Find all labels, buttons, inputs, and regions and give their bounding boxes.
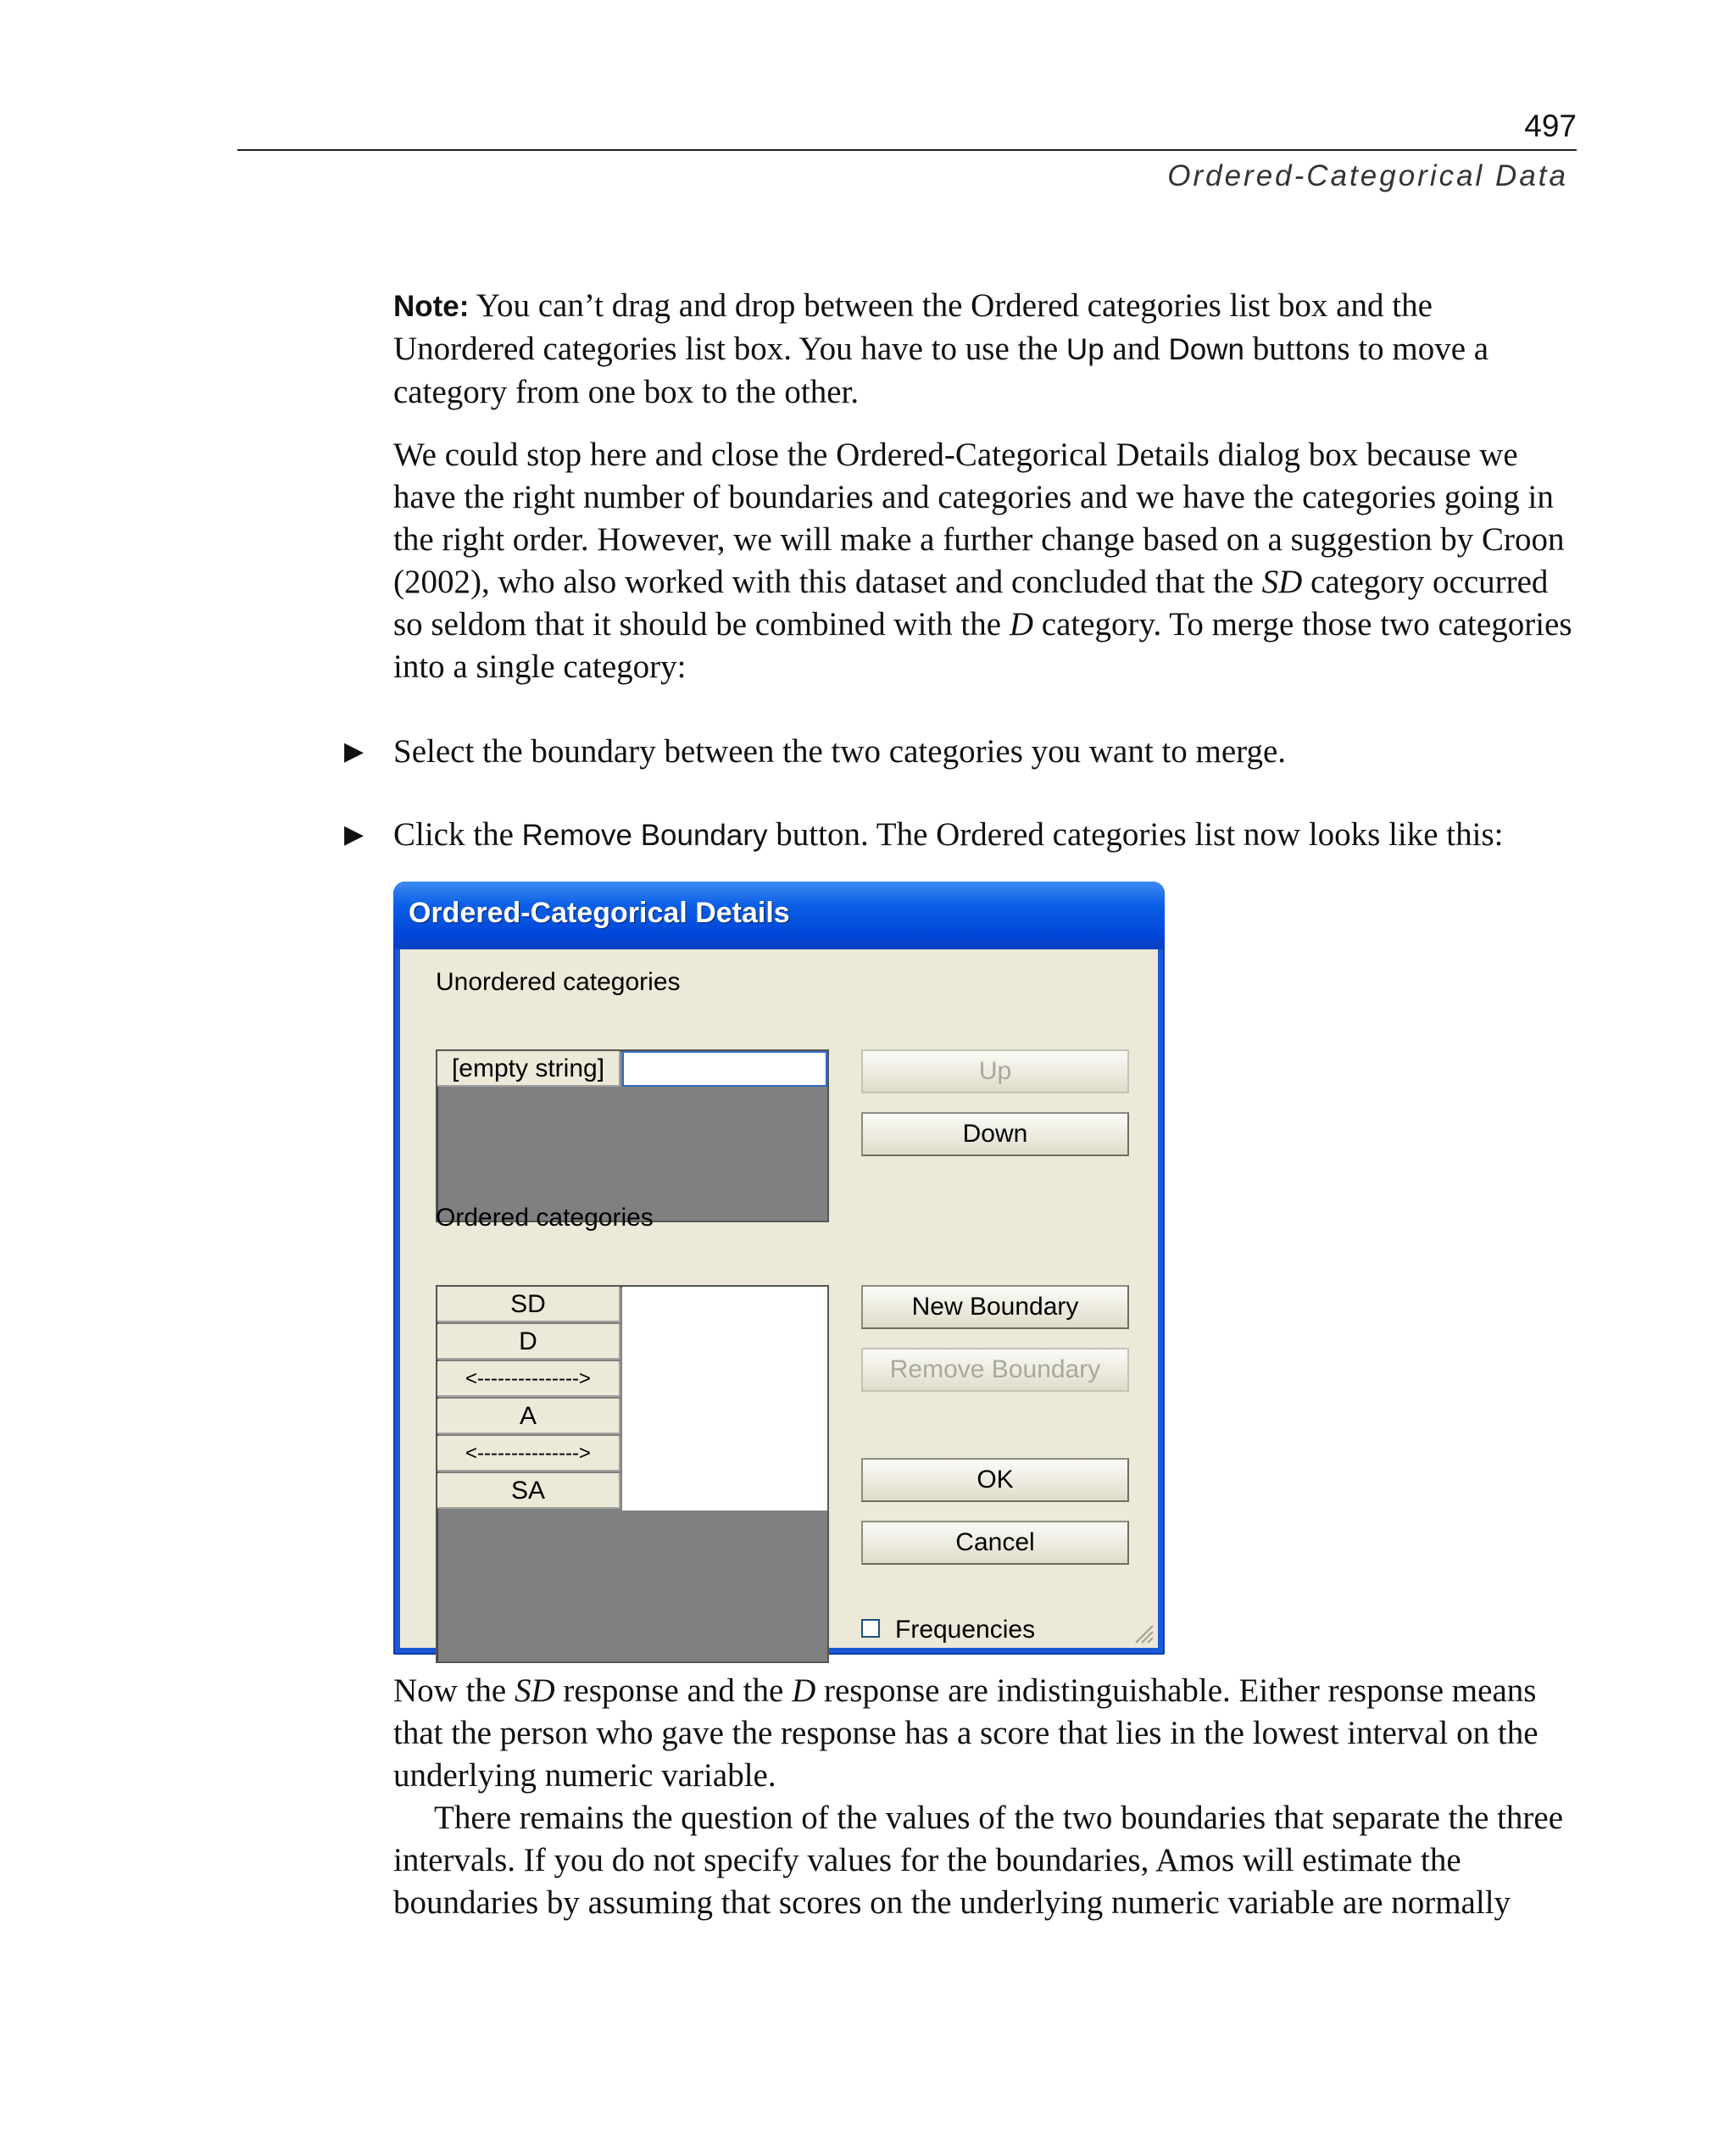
para2-sd: SD <box>514 1672 555 1709</box>
ordered-categorical-dialog <box>393 882 1165 1655</box>
ok-button[interactable]: OK <box>861 1458 1129 1502</box>
down-button[interactable]: Down <box>861 1112 1129 1156</box>
unordered-categories-label: Unordered categories <box>436 968 681 996</box>
running-title: Ordered-Categorical Data <box>1167 159 1568 192</box>
para2-text-2: response and the <box>554 1672 793 1709</box>
ordered-value-column <box>622 1287 827 1511</box>
paragraph-1 <box>393 434 1580 688</box>
paragraph-2 <box>393 1670 1580 1797</box>
para1-sd: SD <box>1261 564 1303 600</box>
note-text-2: buttons to move a category from one box to the other. <box>393 331 1489 410</box>
page-number: 497 <box>1524 108 1577 143</box>
unordered-categories-list[interactable] <box>436 1049 829 1222</box>
para2-text-3: response are indistinguishable. Either response means that the person who gave the response has a score that lies in the lowest interval on the underlying numeric variable. <box>393 1672 1538 1794</box>
unordered-item[interactable]: [empty string] <box>437 1051 620 1087</box>
bullet2-button-term: Remove Boundary <box>521 819 768 852</box>
resize-grip-icon[interactable] <box>1131 1621 1155 1644</box>
bullet-1: Select the boundary between the two categories you want to merge. <box>393 733 1287 770</box>
note-text-1: You can’t drag and drop between the Ordered categories list box and the Unordered categories list box. You have to use the <box>393 287 1433 367</box>
para1-text-3: category. To merge those two categories into a single category: <box>393 606 1572 685</box>
remove-boundary-button[interactable]: Remove Boundary <box>861 1348 1129 1392</box>
dialog-client-area <box>400 949 1158 1648</box>
ordered-item-sd[interactable]: SD <box>437 1287 620 1322</box>
ordered-categories-list[interactable] <box>436 1285 829 1663</box>
bullet-arrow-icon: ▶ <box>344 821 364 849</box>
paragraph-3: There remains the question of the values of the two boundaries that separate the three intervals. If you do not specify values for the boundaries, Amos will estimate the boundaries by assuming that scores on the underlying numeric variable are normally <box>393 1800 1564 1921</box>
cancel-button[interactable]: Cancel <box>861 1521 1129 1565</box>
header-rule <box>237 149 1577 151</box>
para2-d: D <box>792 1672 816 1709</box>
ordered-item-d[interactable]: D <box>437 1324 620 1360</box>
up-button[interactable]: Up <box>861 1049 1129 1093</box>
para1-d: D <box>1009 606 1034 643</box>
para1-text-2: category occurred so seldom that it should be combined with the <box>393 564 1549 643</box>
ordered-item-sa[interactable]: SA <box>437 1473 620 1509</box>
ordered-item-a[interactable]: A <box>437 1399 620 1434</box>
new-boundary-button[interactable]: New Boundary <box>861 1285 1129 1329</box>
ordered-boundary-1[interactable]: <---------------> <box>437 1361 620 1397</box>
dialog-titlebar[interactable] <box>393 882 1165 949</box>
para2-text-1: Now the <box>393 1672 515 1709</box>
frequencies-label[interactable]: Frequencies <box>895 1616 1036 1644</box>
note-down-term: Down <box>1168 333 1244 366</box>
bullet-2 <box>393 814 1580 857</box>
bullet2-text-2: button. The Ordered categories list now looks like this: <box>767 816 1504 853</box>
ordered-boundary-2[interactable]: <---------------> <box>437 1436 620 1472</box>
bullet2-text-1: Click the <box>393 816 522 853</box>
dialog-title: Ordered-Categorical Details <box>409 897 790 929</box>
unordered-edit-cell[interactable] <box>622 1051 827 1087</box>
ordered-categories-label: Ordered categories <box>436 1204 654 1232</box>
para1-text-1: We could stop here and close the Ordered-Categorical Details dialog box because we have the right number of boundaries and categories and we have the categories going in the right order. However, we will make a further change based on a suggestion by Croon (2002), who also worked with this dataset and concluded that the <box>393 437 1565 600</box>
note-up-term: Up <box>1066 333 1104 366</box>
note-paragraph <box>393 285 1580 414</box>
note-label: Note: <box>393 290 470 323</box>
frequencies-checkbox[interactable] <box>861 1619 880 1638</box>
note-and: and <box>1104 331 1169 367</box>
bullet-arrow-icon: ▶ <box>344 737 364 765</box>
